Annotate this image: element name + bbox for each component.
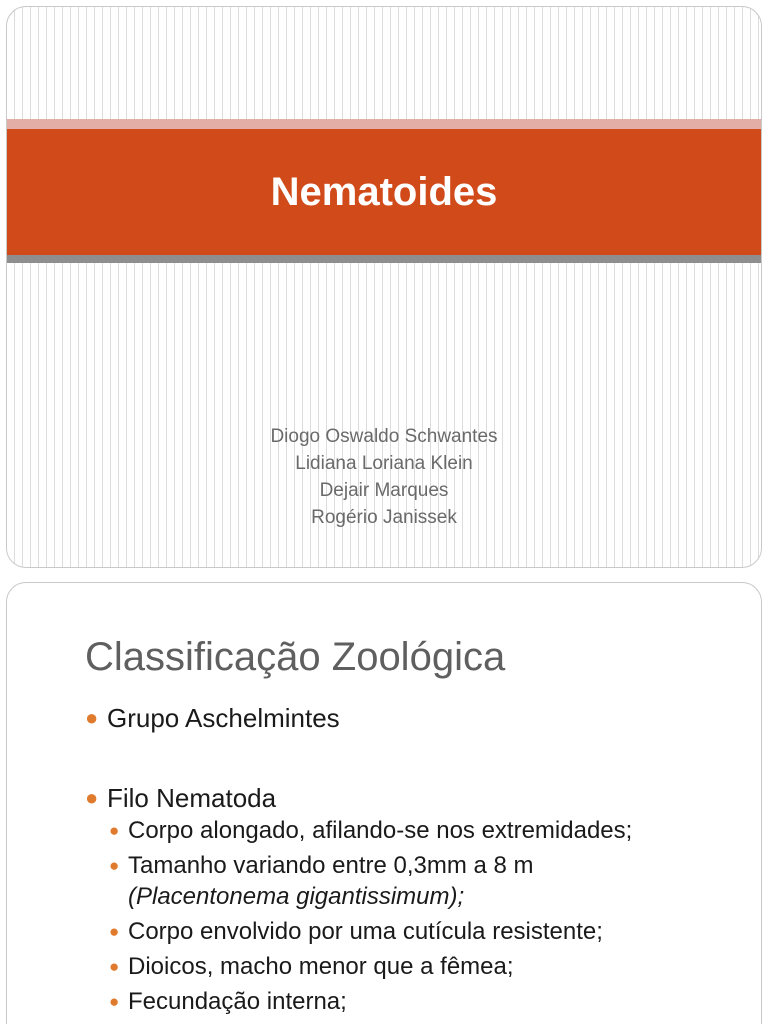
- author-name: Dejair Marques: [319, 480, 449, 501]
- bullet-text: Grupo Aschelmintes: [107, 703, 340, 733]
- bullet-text: Filo Nematoda: [107, 783, 277, 813]
- sub-bullet-icon: ●: [109, 856, 120, 875]
- bullet-item: [85, 781, 745, 815]
- sub-bullet-icon: ●: [109, 992, 120, 1011]
- slide-title: Nematoides: [270, 170, 498, 214]
- sub-bullet-item: [109, 815, 745, 846]
- author-name: Diogo Oswaldo Schwantes: [270, 426, 498, 447]
- species-note: (Placentonema gigantissimum);: [128, 883, 465, 910]
- content-slide: [6, 582, 762, 1024]
- sub-bullet-icon: ●: [109, 821, 120, 840]
- sub-bullet-icon: ●: [109, 957, 120, 976]
- sub-bullet-text: Corpo alongado, afilando-se nos extremidades;: [128, 817, 633, 844]
- title-band-bottom-accent: [7, 255, 761, 263]
- sub-bullet-icon: ●: [109, 922, 120, 941]
- sub-bullet-text: Tamanho variando entre 0,3mm a 8 m: [128, 852, 534, 879]
- sub-bullet-item: [109, 916, 745, 947]
- sub-bullet-text: Fecundação interna;: [128, 988, 347, 1015]
- bullet-icon: ●: [85, 705, 99, 730]
- author-name: Lidiana Loriana Klein: [295, 453, 473, 474]
- sub-bullet-item: [109, 986, 745, 1017]
- title-slide: [6, 6, 762, 568]
- slide-heading: Classificação Zoológica: [85, 635, 506, 679]
- bullet-list: [85, 701, 745, 1017]
- author-name: Rogério Janissek: [311, 507, 457, 528]
- sub-bullet-text: Corpo envolvido por uma cutícula resistente;: [128, 918, 603, 945]
- title-band-top-accent: [7, 119, 761, 129]
- bullet-item: [85, 701, 745, 735]
- sub-bullet-text: Dioicos, macho menor que a fêmea;: [128, 953, 514, 980]
- bullet-icon: ●: [85, 785, 99, 810]
- author-list: [7, 423, 761, 531]
- sub-bullet-item: [109, 951, 745, 982]
- sub-bullet-item: [109, 850, 745, 912]
